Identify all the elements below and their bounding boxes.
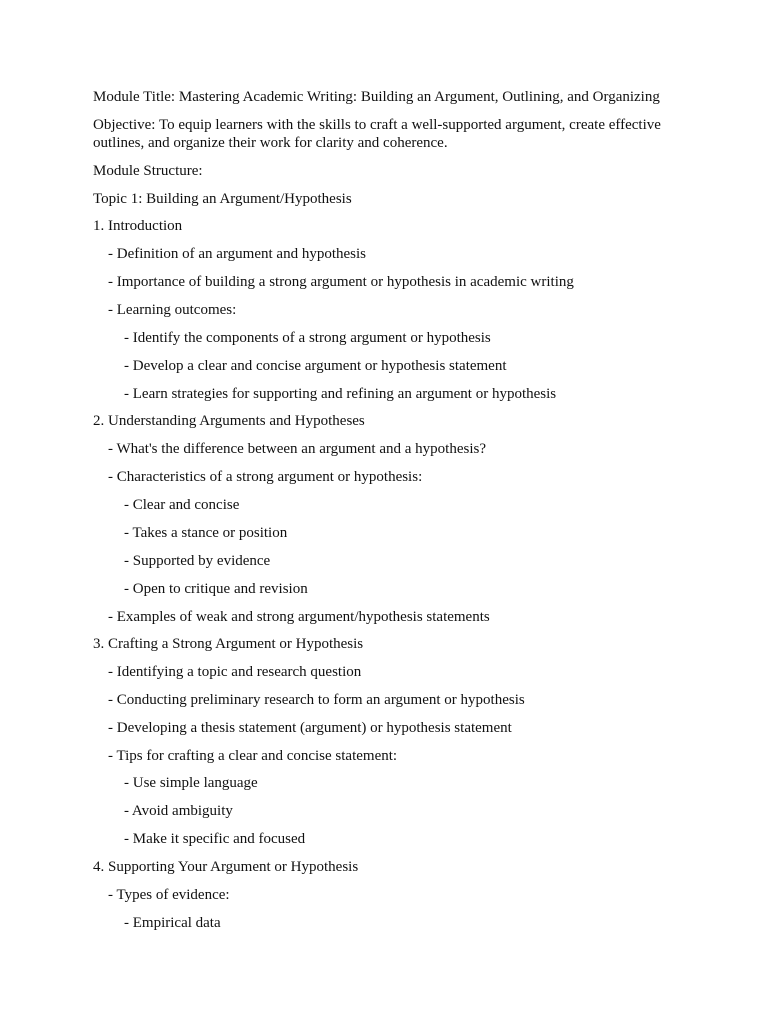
objective: Objective: To equip learners with the skills to craft a well-supported argument, create effective outlines, and organize their work for clarity and coherence. bbox=[93, 117, 661, 151]
list-item: - Types of evidence: bbox=[108, 887, 230, 903]
sub-list-item: - Avoid ambiguity bbox=[124, 803, 233, 819]
module-structure-label: Module Structure: bbox=[93, 163, 203, 179]
list-item: - Tips for crafting a clear and concise statement: bbox=[108, 748, 398, 764]
list-item: - Characteristics of a strong argument or hypothesis: bbox=[108, 469, 423, 485]
sub-list-item: - Clear and concise bbox=[124, 497, 240, 513]
sub-list-item: - Supported by evidence bbox=[124, 553, 271, 569]
section-heading: 1. Introduction bbox=[93, 218, 183, 234]
sub-list-item: - Open to critique and revision bbox=[124, 581, 308, 597]
sub-list-item: - Learn strategies for supporting and refining an argument or hypothesis bbox=[124, 386, 557, 402]
section-heading: 2. Understanding Arguments and Hypotheses bbox=[93, 413, 365, 429]
module-title: Module Title: Mastering Academic Writing: Building an Argument, Outlining, and Organizing bbox=[93, 89, 660, 105]
list-item: - Importance of building a strong argument or hypothesis in academic writing bbox=[108, 274, 574, 290]
sub-list-item: - Empirical data bbox=[124, 915, 221, 931]
list-item: - Definition of an argument and hypothesis bbox=[108, 246, 367, 262]
list-item: - Identifying a topic and research question bbox=[108, 664, 362, 680]
list-item: - Examples of weak and strong argument/hypothesis statements bbox=[108, 609, 490, 625]
sub-list-item: - Identify the components of a strong argument or hypothesis bbox=[124, 330, 491, 346]
topic-heading: Topic 1: Building an Argument/Hypothesis bbox=[93, 191, 352, 207]
list-item: - What's the difference between an argument and a hypothesis? bbox=[108, 441, 486, 457]
sub-list-item: - Develop a clear and concise argument or hypothesis statement bbox=[124, 358, 507, 374]
list-item: - Learning outcomes: bbox=[108, 302, 237, 318]
sub-list-item: - Make it specific and focused bbox=[124, 831, 306, 847]
section-heading: 3. Crafting a Strong Argument or Hypothesis bbox=[93, 636, 364, 652]
list-item: - Developing a thesis statement (argument) or hypothesis statement bbox=[108, 720, 512, 736]
section-heading: 4. Supporting Your Argument or Hypothesis bbox=[93, 859, 359, 875]
list-item: - Conducting preliminary research to form an argument or hypothesis bbox=[108, 692, 525, 708]
sub-list-item: - Use simple language bbox=[124, 775, 258, 791]
sub-list-item: - Takes a stance or position bbox=[124, 525, 288, 541]
